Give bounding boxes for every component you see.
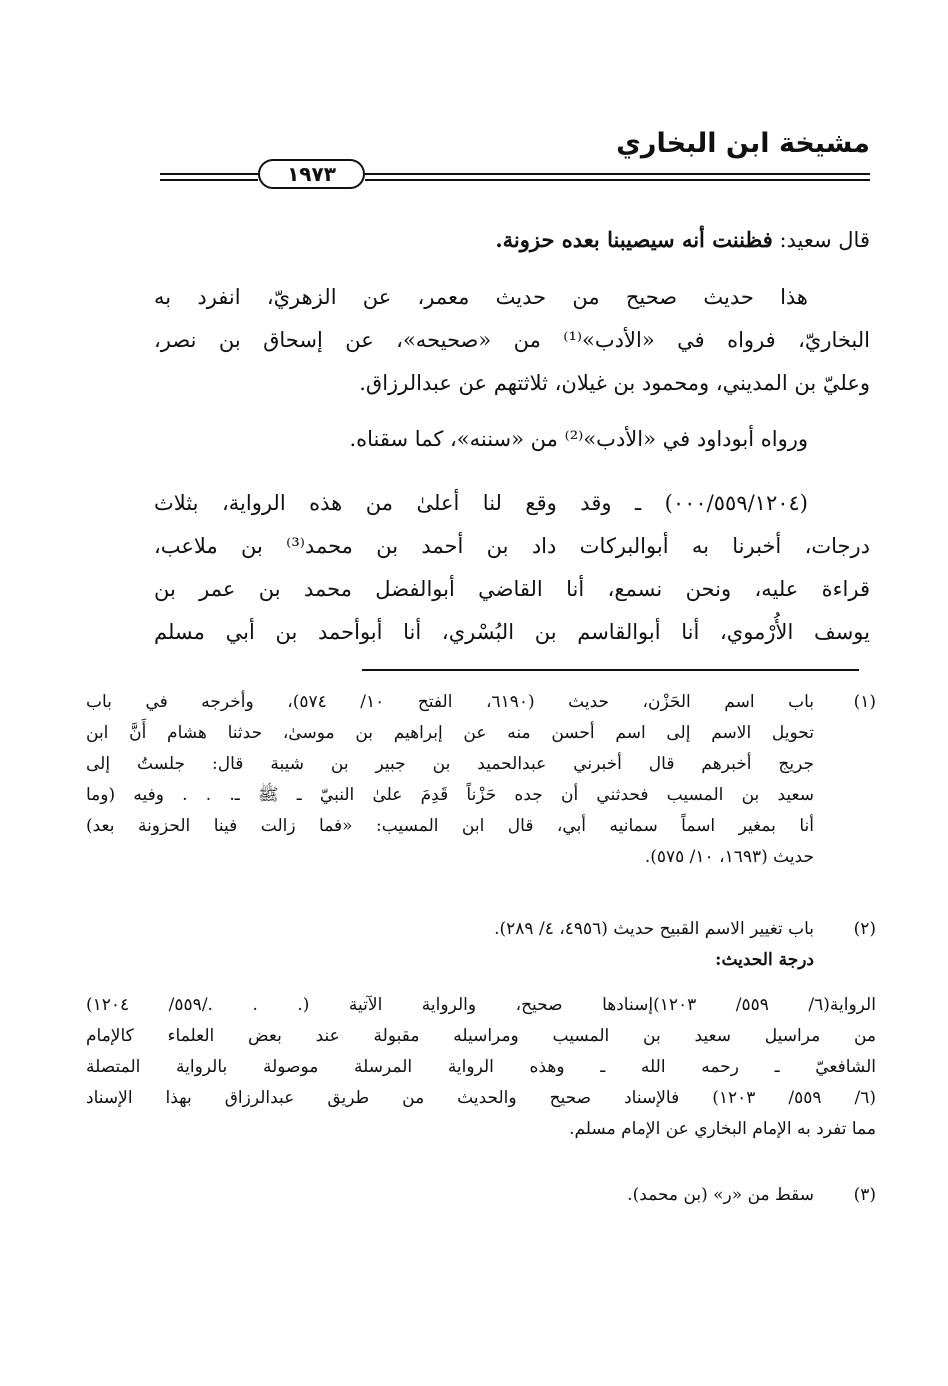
running-header-title: مشيخة ابن البخاري [616,128,870,159]
paragraph-1 [154,276,870,405]
footnote-separator [362,669,859,671]
grade-line: الرواية(٦/ ٥٥٩/ ١٢٠٣)إسنادها صحيح، والرواية الآتية (. . ./٥٥٩/ ١٢٠٤) [86,995,876,1015]
grade-line: (٦/ ٥٥٩/ ١٢٠٣) فالإسناد صحيح والحديث من طريق عبدالرزاق بهذا الإسناد [86,1088,876,1108]
footnote-line: تحويل الاسم إلى اسم أحسن منه عن إبراهيم بن موسىٰ، حدثنا هشام أَنَّ ابن [86,723,814,743]
quote-line [154,218,870,262]
footnote-line: سقط من «ر» (بن محمد). [627,1185,814,1205]
paragraph-1-line: وعليّ بن المديني، ومحمود بن غيلان، ثلاثتهم عن عبدالرزاق. [359,371,870,395]
footnote-1 [86,687,876,873]
footnote-number: (٢) [853,919,876,939]
footnote-line: باب تغيير الاسم القبيح حديث (٤٩٥٦، ٤/ ٢٨٩). [494,919,814,939]
footnote-line: باب اسم الحَزْن، حديث (٦١٩٠، الفتح ١٠/ ٥٧٤)، وأخرجه في باب [86,692,814,712]
header-rule-left [160,173,258,181]
quote-text: فظننت أنه سيصيبنا بعده حزونة. [495,227,773,252]
grade-text [86,990,876,1145]
quote-speaker: قال سعيد: [779,228,870,252]
paragraph-1-line: هذا حديث صحيح من حديث معمر، عن الزهريّ، انفرد به [154,285,808,309]
footnote-3 [86,1180,876,1211]
page-number: ١٩٧٣ [258,159,365,189]
paragraph-3-line: يوسف الأُرْموي، أنا أبوالقاسم بن البُسْري، أنا أبوأحمد بن أبي مسلم [154,620,870,644]
footnote-line: حديث (١٦٩٣، ١٠/ ٥٧٥). [644,847,814,867]
footnote-number: (١) [853,692,876,712]
footnote-line: سعيد بن المسيب فحدثني أن جده حَزْناً قَدِمَ علىٰ النبيّ ـ ﷺ ـ. . . وفيه (وما [86,785,814,805]
paragraph-3-line: (٠٠٠/٥٥٩/١٢٠٤) ـ وقد وقع لنا أعلىٰ من هذه الرواية، بثلاث [154,491,808,515]
paragraph-3 [154,482,870,654]
footnote-line: جريج أخبرهم قال أخبرني عبدالحميد بن جبير بن شيبة قال: جلستُ إلى [86,754,815,774]
footnote-line: أنا بمغير اسماً سمانيه أبي، قال ابن المسيب: «فما زالت فينا الحزونة بعد) [86,816,814,836]
grade-heading: درجة الحديث: [715,950,814,970]
paragraph-1-line: البخاريّ، فرواه في «الأدب»⁽¹⁾ من «صحيحه»، عن إسحاق بن نصر، [154,328,871,352]
paragraph-2 [154,418,870,461]
grade-line: من مراسيل سعيد بن المسيب ومراسيله مقبولة عند بعض العلماء كالإمام [86,1026,876,1046]
grade-line: مما تفرد به الإمام البخاري عن الإمام مسلم. [569,1119,876,1139]
paragraph-3-line: درجات، أخبرنا به أبوالبركات داد بن أحمد بن محمد⁽³⁾ بن ملاعب، [154,534,871,558]
grade-line: الشافعيّ ـ رحمه الله ـ وهذه الرواية المرسلة موصولة بالرواية المتصلة [86,1057,876,1077]
footnote-number: (٣) [853,1185,876,1205]
paragraph-2-line: ورواه أبوداود في «الأدب»⁽²⁾ من «سننه»، كما سقناه. [349,427,808,451]
header-rule-right [365,173,870,181]
paragraph-3-line: قراءة عليه، ونحن نسمع، أنا القاضي أبوالفضل محمد بن عمر بن [154,577,870,601]
footnote-2 [86,914,876,976]
